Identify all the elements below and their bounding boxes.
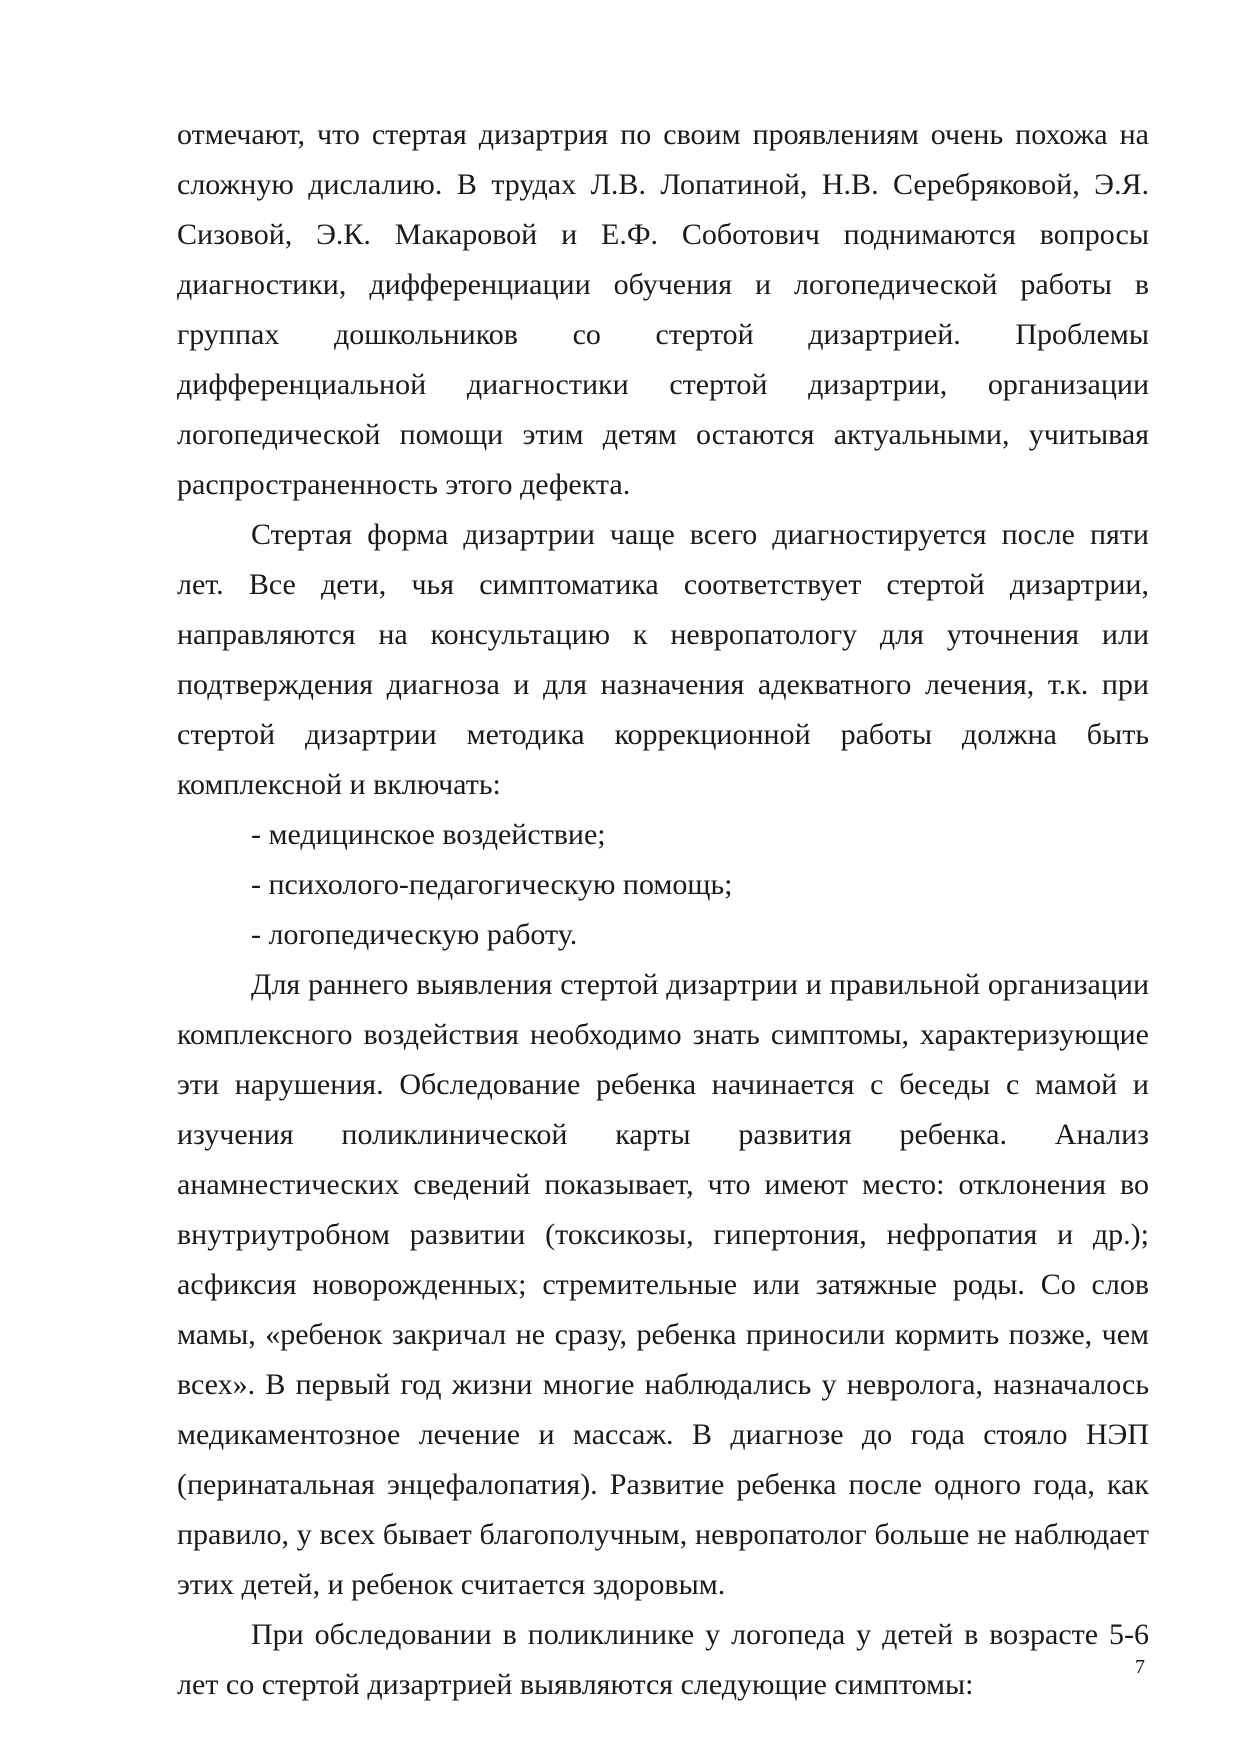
paragraph-examination-symptoms: При обследовании в поликлинике у логопеда у детей в возрасте 5-6 лет со стертой дизартрией выявляются следующие симптомы:: [177, 1618, 1149, 1701]
paragraph-early-detection: Для раннего выявления стертой дизартрии и правильной организации комплексного воздействия необходимо знать симптомы, характеризующие эти нарушения. Обследование ребенка начинается с беседы с мамой и изучения поликлинической карты развития ребенка. Анализ анамнестических сведений показывает, что имеют место: отклонения во внутриутробном развитии (токсикозы, гипертония, нефропатия и др.); асфиксия новорожденных; стремительные или затяжные роды. Со слов мамы, «ребенок закричал не сразу, ребенка приносили кормить позже, чем всех». В первый год жизни многие наблюдались у невролога, назначалось медикаментозное лечение и массаж. В диагнозе до года стояло НЭП (перинатальная энцефалопатия). Развитие ребенка после одного года, как правило, у всех бывает благополучным, невропатолог больше не наблюдает этих детей, и ребенок считается здоровым.: [177, 968, 1149, 1601]
page-number: 7: [1135, 1656, 1145, 1678]
document-page: [177, 110, 1149, 1710]
paragraph-diagnosis-age: Стертая форма дизартрии чаще всего диагностируется после пяти лет. Все дети, чья симптоматика соответствует стертой дизартрии, направляются на консультацию к невропатологу для уточнения или подтверждения диагноза и для назначения адекватного лечения, т.к. при стертой дизартрии методика коррекционной работы должна быть комплексной и включать:: [177, 518, 1149, 801]
list-item-medical: - медицинское воздействие;: [251, 818, 606, 851]
paragraph-intro-continuation: отмечают, что стертая дизартрия по своим проявлениям очень похожа на сложную дислалию. В трудах Л.В. Лопатиной, Н.В. Серебряковой, Э.Я. Сизовой, Э.К. Макаровой и Е.Ф. Соботович поднимаются вопросы диагностики, дифференциации обучения и логопедической работы в группах дошкольников со стертой дизартрией. Проблемы дифференциальной диагностики стертой дизартрии, организации логопедической помощи этим детям остаются актуальными, учитывая распространенность этого дефекта.: [177, 118, 1149, 501]
list-item-speech-therapy: - логопедическую работу.: [251, 918, 578, 951]
list-item-psychological: - психолого-педагогическую помощь;: [251, 868, 733, 901]
